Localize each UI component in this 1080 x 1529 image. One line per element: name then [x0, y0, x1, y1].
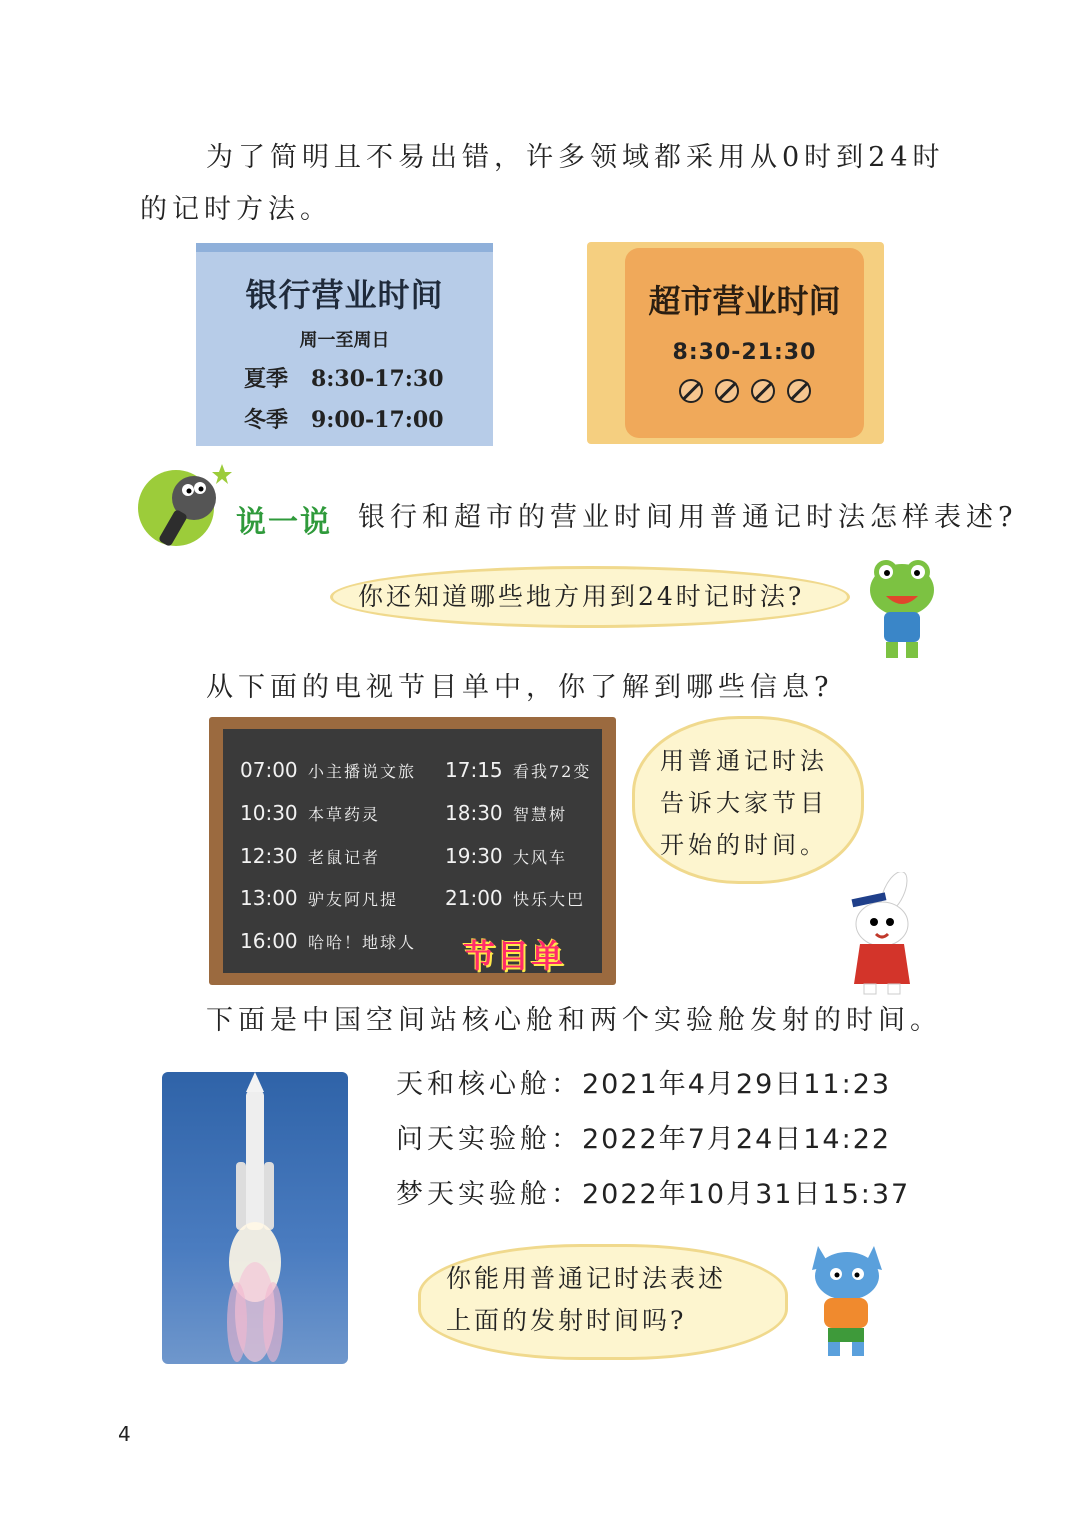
no-cart-icon: [787, 379, 811, 403]
program-row: 18:30 智慧树: [445, 801, 568, 825]
no-pets-icon: [751, 379, 775, 403]
launch-row-tianhe: 天和核心舱：2021年4月29日11:23: [396, 1069, 892, 1100]
bubble-3-line: 你能用普通记时法表述: [446, 1264, 727, 1293]
tv-schedule-board: [209, 717, 616, 985]
tv-question: 从下面的电视节目单中，你了解到哪些信息?: [206, 672, 834, 703]
program-row: 19:30 大风车: [445, 844, 568, 868]
bubble-2-line: 告诉大家节目: [660, 789, 828, 817]
program-row: 21:00 快乐大巴: [445, 886, 586, 910]
program-row: 13:00 驴友阿凡提: [240, 886, 399, 910]
speak-question: 银行和超市的营业时间用普通记时法怎样表述?: [358, 502, 1018, 533]
bubble-1-text: 你还知道哪些地方用到24时记时法?: [358, 582, 805, 611]
station-intro: 下面是中国空间站核心舱和两个实验舱发射的时间。: [206, 1005, 942, 1036]
page-number: 4: [118, 1422, 131, 1446]
program-row: 10:30 本草药灵: [240, 801, 381, 825]
market-hours: 8:30-21:30: [672, 340, 817, 365]
bank-winter-hours: 冬季 9:00-17:00: [244, 407, 444, 433]
tv-schedule-title: 节目单: [463, 937, 566, 975]
tv-schedule-screen: [223, 729, 602, 973]
market-title: 超市营业时间: [648, 282, 841, 320]
rocket-launch-image: [162, 1072, 348, 1364]
bank-title: 银行营业时间: [245, 276, 444, 314]
microphone-mascot-icon: [136, 458, 232, 550]
bubble-2-line: 开始的时间。: [660, 831, 828, 859]
bank-subtitle: 周一至周日: [299, 330, 390, 351]
launch-row-wentian: 问天实验舱：2022年7月24日14:22: [396, 1124, 892, 1155]
rabbit-mascot-icon: [838, 872, 928, 996]
program-row: 16:00 哈哈！地球人: [240, 929, 417, 953]
market-sign-icons: [625, 379, 864, 403]
intro-line-1: 为了简明且不易出错，许多领域都采用从0时到24时: [206, 142, 945, 173]
bubble-3-line: 上面的发射时间吗?: [446, 1306, 687, 1335]
bubble-2-line: 用普通记时法: [660, 747, 828, 775]
frog-mascot-icon: [862, 556, 942, 664]
program-row: 17:15 看我72变: [445, 758, 592, 782]
market-inner-panel: [625, 248, 864, 438]
cat-mascot-icon: [804, 1240, 890, 1360]
bank-hours-card: [196, 243, 493, 446]
bubble-3-text: [446, 1258, 726, 1342]
launch-row-mengtian: 梦天实验舱：2022年10月31日15:37: [396, 1179, 911, 1210]
rocket-icon: [162, 1072, 348, 1364]
speak-label: 说一说: [236, 505, 332, 540]
bubble-2-text: [660, 740, 828, 866]
no-food-icon: [715, 379, 739, 403]
intro-line-2: 的记时方法。: [140, 194, 332, 225]
no-smoking-icon: [679, 379, 703, 403]
program-row: 12:30 老鼠记者: [240, 844, 381, 868]
market-hours-card: [587, 242, 884, 444]
program-row: 07:00 小主播说文旅: [240, 758, 417, 782]
bank-summer-hours: 夏季 8:30-17:30: [244, 366, 444, 392]
